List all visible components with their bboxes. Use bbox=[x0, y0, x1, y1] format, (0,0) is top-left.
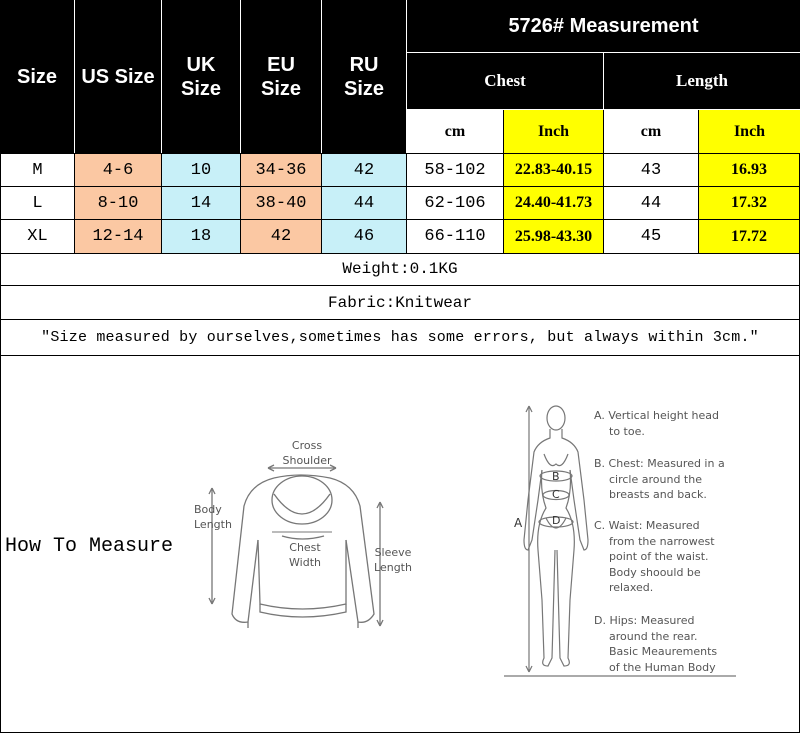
label-body-length bbox=[194, 502, 244, 532]
cell-uk: 10 bbox=[162, 154, 241, 187]
legend-line: relaxed. bbox=[609, 581, 654, 594]
legend-line: B. Chest: Measured in a bbox=[594, 457, 725, 470]
label-body: Body bbox=[194, 503, 222, 516]
label-cross-shoulder bbox=[272, 438, 342, 468]
cell-length-inch: 16.93 bbox=[699, 154, 800, 187]
header-length: Length bbox=[604, 53, 800, 110]
size-table-body bbox=[0, 153, 800, 253]
cell-us: 8-10 bbox=[75, 187, 162, 220]
cell-length-cm: 45 bbox=[604, 220, 699, 254]
note-row: "Size measured by ourselves,sometimes has some errors, but always within 3cm." bbox=[0, 320, 800, 356]
label-sleeve-length bbox=[368, 545, 418, 575]
cell-uk: 14 bbox=[162, 187, 241, 220]
label-width: Width bbox=[289, 556, 321, 569]
cell-us: 12-14 bbox=[75, 220, 162, 254]
weight-row: Weight:0.1KG bbox=[0, 253, 800, 286]
cell-chest-cm: 58-102 bbox=[407, 154, 504, 187]
fabric-row: Fabric:Knitwear bbox=[0, 286, 800, 320]
legend-line: A. Vertical height head bbox=[594, 409, 720, 422]
cell-size: XL bbox=[0, 220, 75, 254]
head bbox=[547, 406, 565, 430]
body-outline bbox=[524, 429, 588, 666]
legend-line: circle around the bbox=[609, 472, 702, 486]
cell-eu: 42 bbox=[241, 220, 322, 254]
marker-a: A bbox=[514, 516, 523, 530]
cell-chest-cm: 62-106 bbox=[407, 187, 504, 220]
legend-c bbox=[594, 518, 794, 596]
cell-chest-inch: 25.98-43.30 bbox=[504, 220, 604, 254]
header-us-size: US Size bbox=[75, 0, 162, 153]
cell-length-inch: 17.32 bbox=[699, 187, 800, 220]
marker-d: D bbox=[552, 514, 561, 527]
cell-length-cm: 44 bbox=[604, 187, 699, 220]
cell-eu: 34-36 bbox=[241, 154, 322, 187]
cell-ru: 44 bbox=[322, 187, 407, 220]
how-to-measure-title: How To Measure bbox=[5, 535, 174, 558]
header-length-inch: Inch bbox=[699, 110, 800, 153]
cell-chest-cm: 66-110 bbox=[407, 220, 504, 254]
legend-line: to toe. bbox=[609, 424, 645, 438]
header-ru-size: RU Size bbox=[322, 0, 407, 153]
legend-a bbox=[594, 408, 794, 439]
header-size: Size bbox=[0, 0, 75, 153]
measurement-title: 5726# Measurement bbox=[407, 0, 800, 53]
legend-line: of the Human Body bbox=[609, 660, 716, 674]
cell-ru: 42 bbox=[322, 154, 407, 187]
legend-line: point of the waist. bbox=[609, 550, 709, 563]
header-chest-cm: cm bbox=[407, 110, 504, 153]
legend-line: around the rear. bbox=[609, 629, 698, 643]
legend-line: D. Hips: Measured bbox=[594, 614, 695, 627]
header-chest: Chest bbox=[407, 53, 604, 110]
legend-line: breasts and back. bbox=[609, 488, 707, 501]
cell-size: L bbox=[0, 187, 75, 220]
cell-chest-inch: 24.40-41.73 bbox=[504, 187, 604, 220]
legend-d bbox=[594, 613, 794, 675]
header-length-cm: cm bbox=[604, 110, 699, 153]
label-chest: Chest bbox=[289, 541, 321, 554]
label-shoulder: Shoulder bbox=[282, 454, 332, 467]
cell-us: 4-6 bbox=[75, 154, 162, 187]
legend-line: Body shoould be bbox=[609, 565, 701, 579]
label-length: Length bbox=[194, 518, 232, 531]
header-uk-size: UK Size bbox=[162, 0, 241, 153]
legend-line: C. Waist: Measured bbox=[594, 519, 700, 532]
label-cross: Cross bbox=[291, 439, 323, 452]
cell-eu: 38-40 bbox=[241, 187, 322, 220]
marker-b: B bbox=[552, 470, 560, 483]
cell-uk: 18 bbox=[162, 220, 241, 254]
label-sleeve-len: Length bbox=[374, 561, 412, 574]
header-chest-inch: Inch bbox=[504, 110, 604, 153]
label-chest-width bbox=[280, 540, 330, 570]
cell-size: M bbox=[0, 154, 75, 187]
cell-chest-inch: 22.83-40.15 bbox=[504, 154, 604, 187]
legend-line: from the narrowest bbox=[609, 534, 715, 548]
cell-length-cm: 43 bbox=[604, 154, 699, 187]
marker-c: C bbox=[552, 488, 560, 501]
header-eu-size: EU Size bbox=[241, 0, 322, 153]
label-sleeve: Sleeve bbox=[374, 546, 412, 559]
legend-line: Basic Meaurements bbox=[609, 645, 718, 658]
cell-length-inch: 17.72 bbox=[699, 220, 800, 254]
cell-ru: 46 bbox=[322, 220, 407, 254]
legend-b bbox=[594, 456, 794, 503]
